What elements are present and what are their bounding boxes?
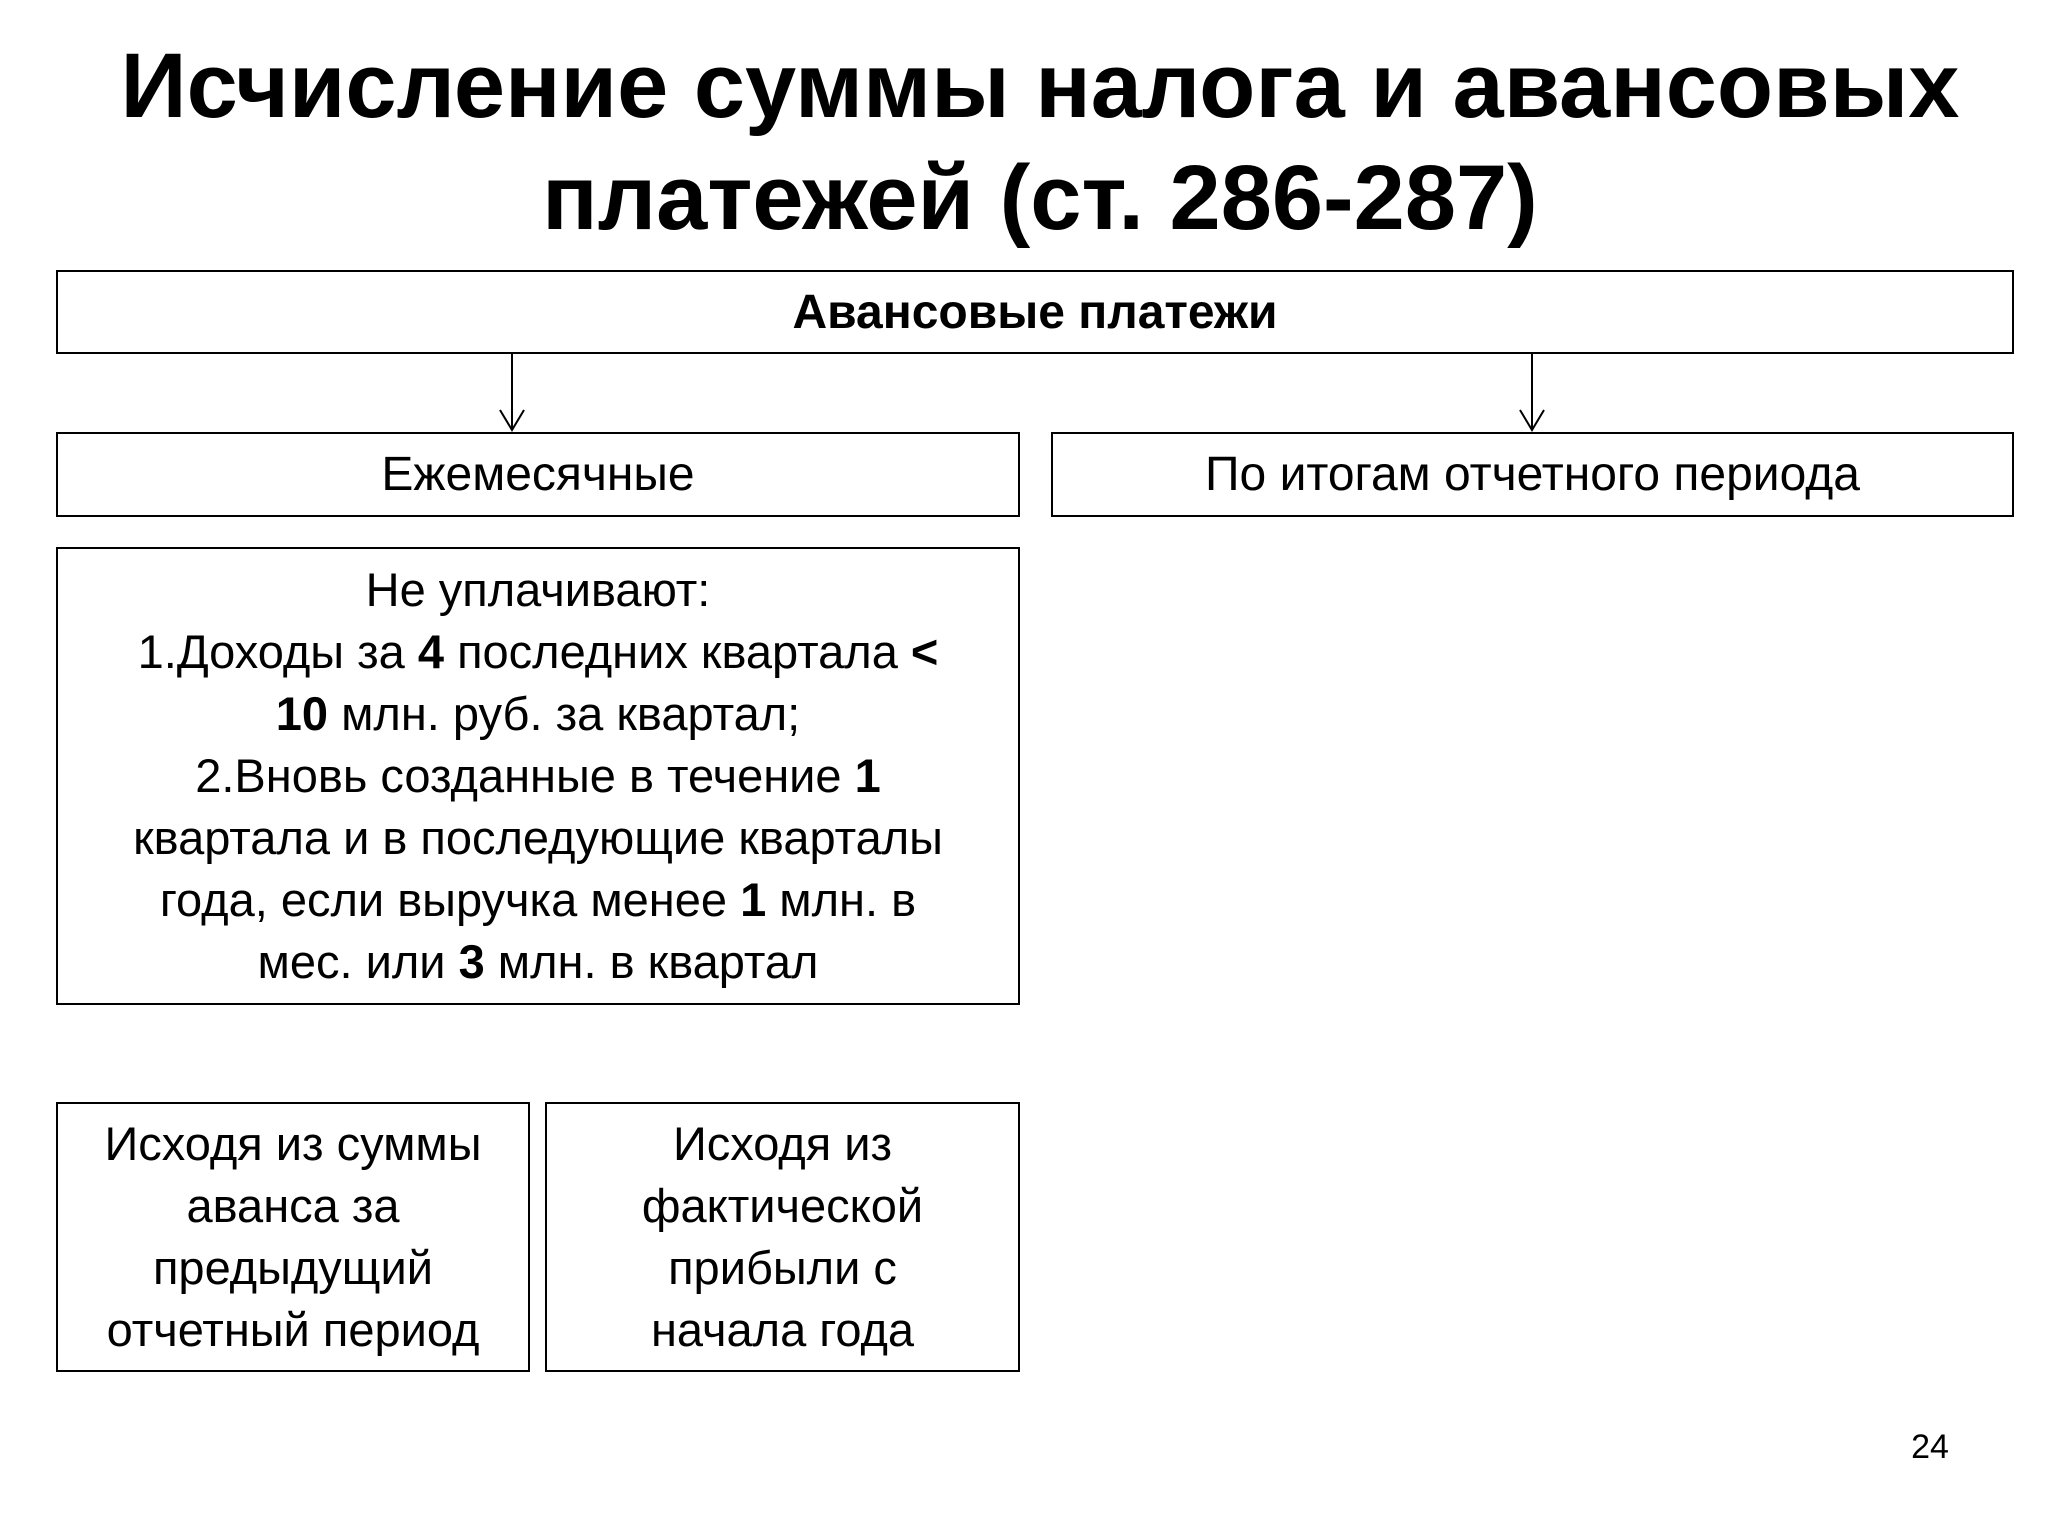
previous-period-line: предыдущий xyxy=(152,1241,433,1294)
exempt-item-2-text: 2.Вновь созданные в течение xyxy=(195,749,855,802)
exempt-item-1-line-1 xyxy=(138,621,939,683)
page-title xyxy=(60,30,2020,254)
page-title-line-2: платежей (ст. 286-287) xyxy=(542,147,1538,249)
previous-period-method-box xyxy=(56,1102,530,1372)
actual-profit-method-box xyxy=(545,1102,1020,1372)
previous-period-line: Исходя из суммы xyxy=(104,1117,482,1170)
exempt-item-2-line-1 xyxy=(195,745,881,807)
exempt-item-1-quarters: 4 xyxy=(417,625,445,678)
actual-profit-line: прибыли с xyxy=(668,1241,897,1294)
exempt-item-1-text: 1.Доходы за xyxy=(137,625,418,678)
exempt-heading: Не уплачивают: xyxy=(365,563,711,616)
exempt-conditions-box xyxy=(56,547,1020,1005)
reporting-period-box xyxy=(1051,432,2014,517)
exempt-item-2-line-2: квартала и в последующие кварталы xyxy=(133,811,943,864)
exempt-item-2-text-5: млн. в квартал xyxy=(484,935,819,988)
exempt-item-2-line-3 xyxy=(160,869,916,931)
reporting-period-label: По итогам отчетного периода xyxy=(1205,448,1860,501)
previous-period-line: отчетный период xyxy=(106,1303,480,1356)
page-title-line-1: Исчисление суммы налога и авансовых xyxy=(120,35,1960,137)
advance-payments-box xyxy=(56,270,2014,354)
actual-profit-line: фактической xyxy=(641,1179,924,1232)
actual-profit-line: Исходя из xyxy=(672,1117,893,1170)
exempt-item-2-text-3: млн. в xyxy=(766,873,917,926)
monthly-box xyxy=(56,432,1020,517)
exempt-item-1-amount: 10 xyxy=(275,687,329,740)
exempt-item-1-less-than: < xyxy=(910,625,939,678)
exempt-item-2-monthly-limit: 1 xyxy=(740,873,767,926)
page-number: 24 xyxy=(1911,1428,1949,1466)
arrowhead-period-icon xyxy=(1520,410,1544,430)
arrowhead-monthly-icon xyxy=(500,410,524,430)
exempt-item-2-quarter: 1 xyxy=(854,749,881,802)
exempt-item-2-line-4 xyxy=(258,931,819,993)
actual-profit-line: начала года xyxy=(650,1303,915,1356)
exempt-item-1-text-3: млн. руб. за квартал; xyxy=(328,687,801,740)
exempt-item-1-text-2: последних квартала xyxy=(444,625,911,678)
exempt-item-2-text-2: года, если выручка менее xyxy=(159,873,741,926)
exempt-item-2-quarterly-limit: 3 xyxy=(458,935,485,988)
advance-payments-label: Авансовые платежи xyxy=(792,285,1278,339)
monthly-label: Ежемесячные xyxy=(381,448,695,501)
exempt-item-2-text-4: мес. или xyxy=(257,935,459,988)
previous-period-line: аванса за xyxy=(186,1179,400,1232)
exempt-item-1-line-2 xyxy=(276,683,800,745)
